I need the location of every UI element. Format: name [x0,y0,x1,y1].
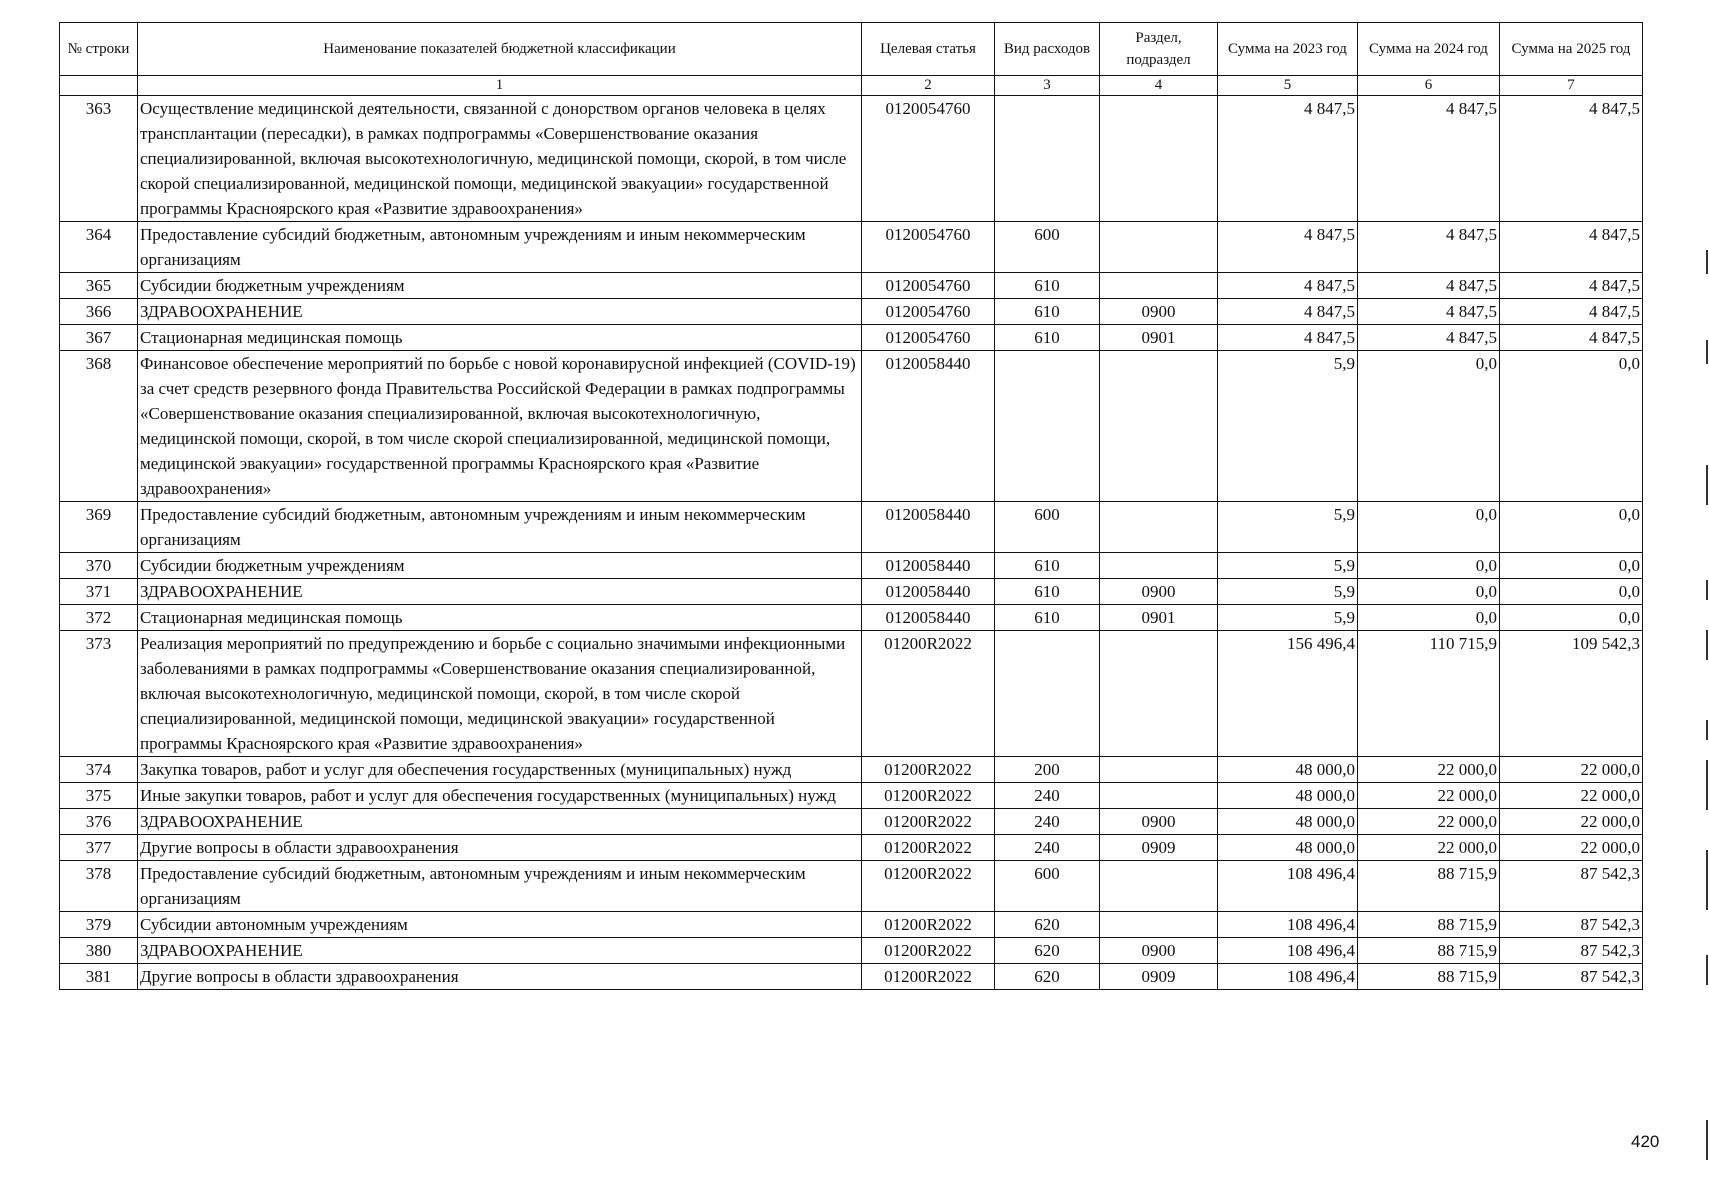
header-target: Целевая статья [862,23,995,76]
table-row [60,964,1643,990]
column-number: 1 [138,76,862,96]
target-article: 01200R2022 [862,835,995,861]
expense-type: 610 [995,325,1100,351]
row-number: 372 [60,605,138,631]
row-name: Осуществление медицинской деятельности, связанной с донорством органов человека в целях трансплантации (пересадки), в рамках подпрограммы «Совершенствование оказания специализированной, включая высокотехнологичную, медицинской помощи, скорой, в том числе скорой специализированной, медицинской помощи, медицинской эвакуации» государственной программы Красноярского края «Развитие здравоохранения» [138,96,862,222]
expense-type: 620 [995,964,1100,990]
table-row [60,273,1643,299]
amount-2023: 48 000,0 [1218,783,1358,809]
expense-type: 620 [995,938,1100,964]
amount-2024: 22 000,0 [1358,783,1500,809]
amount-2024: 22 000,0 [1358,809,1500,835]
table-row [60,553,1643,579]
section-subsection [1100,273,1218,299]
expense-type: 610 [995,605,1100,631]
target-article: 0120058440 [862,579,995,605]
target-article: 0120054760 [862,325,995,351]
scan-edge-mark [1706,1120,1708,1160]
section-subsection [1100,553,1218,579]
target-article: 01200R2022 [862,912,995,938]
amount-2025: 87 542,3 [1500,964,1643,990]
row-name: ЗДРАВООХРАНЕНИЕ [138,299,862,325]
row-name: Реализация мероприятий по предупреждению и борьбе с социально значимыми инфекционными заболеваниями в рамках подпрограммы «Совершенствование оказания специализированной, включая высокотехнологичную, медицинской помощи, скорой, в том числе скорой специализированной, медицинской помощи, медицинской эвакуации» государственной программы Красноярского края «Развитие здравоохранения» [138,631,862,757]
target-article: 0120054760 [862,273,995,299]
expense-type: 600 [995,222,1100,273]
row-number: 363 [60,96,138,222]
target-article: 0120054760 [862,96,995,222]
section-subsection: 0909 [1100,964,1218,990]
section-subsection [1100,912,1218,938]
scan-edge-mark [1706,955,1708,985]
amount-2024: 0,0 [1358,579,1500,605]
expense-type: 200 [995,757,1100,783]
expense-type [995,96,1100,222]
amount-2025: 0,0 [1500,351,1643,502]
scan-edge-mark [1706,850,1708,910]
amount-2024: 22 000,0 [1358,757,1500,783]
column-number-row [60,76,1643,96]
amount-2025: 87 542,3 [1500,912,1643,938]
row-number: 367 [60,325,138,351]
section-subsection [1100,96,1218,222]
amount-2023: 48 000,0 [1218,809,1358,835]
amount-2025: 22 000,0 [1500,757,1643,783]
amount-2025: 4 847,5 [1500,222,1643,273]
row-number: 380 [60,938,138,964]
target-article: 0120058440 [862,605,995,631]
row-name: Стационарная медицинская помощь [138,325,862,351]
row-number: 379 [60,912,138,938]
scan-edge-mark [1706,250,1708,274]
amount-2023: 4 847,5 [1218,299,1358,325]
section-subsection: 0900 [1100,299,1218,325]
section-subsection [1100,502,1218,553]
row-number: 377 [60,835,138,861]
amount-2023: 4 847,5 [1218,273,1358,299]
header-sum-2025: Сумма на 2025 год [1500,23,1643,76]
amount-2025: 4 847,5 [1500,273,1643,299]
target-article: 01200R2022 [862,757,995,783]
column-number: 5 [1218,76,1358,96]
scan-edge-mark [1706,760,1708,810]
row-name: Субсидии автономным учреждениям [138,912,862,938]
row-name: Стационарная медицинская помощь [138,605,862,631]
amount-2024: 4 847,5 [1358,299,1500,325]
section-subsection: 0901 [1100,325,1218,351]
amount-2024: 4 847,5 [1358,325,1500,351]
table-row [60,96,1643,222]
target-article: 0120058440 [862,351,995,502]
amount-2024: 88 715,9 [1358,912,1500,938]
scan-edge-mark [1706,580,1708,600]
column-number: 3 [995,76,1100,96]
expense-type: 610 [995,273,1100,299]
amount-2025: 4 847,5 [1500,325,1643,351]
table-body [60,96,1643,990]
amount-2023: 108 496,4 [1218,861,1358,912]
table-row [60,605,1643,631]
amount-2025: 87 542,3 [1500,938,1643,964]
target-article: 01200R2022 [862,964,995,990]
header-section: Раздел, подраздел [1100,23,1218,76]
row-number: 373 [60,631,138,757]
amount-2024: 4 847,5 [1358,273,1500,299]
amount-2023: 108 496,4 [1218,938,1358,964]
amount-2025: 87 542,3 [1500,861,1643,912]
row-name: Другие вопросы в области здравоохранения [138,964,862,990]
section-subsection [1100,757,1218,783]
amount-2023: 4 847,5 [1218,96,1358,222]
row-number: 371 [60,579,138,605]
row-name: Другие вопросы в области здравоохранения [138,835,862,861]
expense-type [995,631,1100,757]
amount-2025: 109 542,3 [1500,631,1643,757]
amount-2025: 4 847,5 [1500,96,1643,222]
amount-2023: 48 000,0 [1218,835,1358,861]
table-row [60,912,1643,938]
target-article: 01200R2022 [862,783,995,809]
expense-type: 610 [995,579,1100,605]
row-name: ЗДРАВООХРАНЕНИЕ [138,938,862,964]
row-number: 366 [60,299,138,325]
section-subsection [1100,631,1218,757]
target-article: 01200R2022 [862,938,995,964]
target-article: 0120058440 [862,553,995,579]
column-number: 6 [1358,76,1500,96]
section-subsection: 0900 [1100,938,1218,964]
table-row [60,325,1643,351]
amount-2023: 5,9 [1218,502,1358,553]
amount-2025: 22 000,0 [1500,835,1643,861]
table-row [60,938,1643,964]
row-number: 365 [60,273,138,299]
expense-type: 600 [995,502,1100,553]
expense-type: 600 [995,861,1100,912]
budget-table [59,22,1643,990]
header-name: Наименование показателей бюджетной классификации [138,23,862,76]
amount-2023: 5,9 [1218,605,1358,631]
table-row [60,809,1643,835]
section-subsection [1100,861,1218,912]
amount-2024: 0,0 [1358,605,1500,631]
amount-2025: 0,0 [1500,553,1643,579]
scan-edge-mark [1706,465,1708,505]
amount-2024: 4 847,5 [1358,96,1500,222]
target-article: 01200R2022 [862,631,995,757]
row-name: Предоставление субсидий бюджетным, автономным учреждениям и иным некоммерческим организациям [138,861,862,912]
amount-2025: 22 000,0 [1500,809,1643,835]
table-row [60,861,1643,912]
section-subsection [1100,222,1218,273]
amount-2023: 108 496,4 [1218,912,1358,938]
expense-type [995,351,1100,502]
table-row [60,502,1643,553]
row-number: 368 [60,351,138,502]
scan-edge-mark [1706,720,1708,740]
section-subsection [1100,351,1218,502]
expense-type: 240 [995,809,1100,835]
row-number: 370 [60,553,138,579]
amount-2025: 0,0 [1500,605,1643,631]
column-number: 2 [862,76,995,96]
scan-edge-mark [1706,630,1708,660]
row-number: 374 [60,757,138,783]
expense-type: 240 [995,835,1100,861]
expense-type: 620 [995,912,1100,938]
amount-2024: 88 715,9 [1358,861,1500,912]
amount-2024: 0,0 [1358,351,1500,502]
amount-2024: 4 847,5 [1358,222,1500,273]
target-article: 0120058440 [862,502,995,553]
header-sum-2023: Сумма на 2023 год [1218,23,1358,76]
column-number: 7 [1500,76,1643,96]
amount-2023: 108 496,4 [1218,964,1358,990]
row-number: 369 [60,502,138,553]
row-name: Субсидии бюджетным учреждениям [138,553,862,579]
amount-2025: 0,0 [1500,502,1643,553]
amount-2023: 48 000,0 [1218,757,1358,783]
row-name: Иные закупки товаров, работ и услуг для обеспечения государственных (муниципальных) нужд [138,783,862,809]
row-number: 381 [60,964,138,990]
table-row [60,351,1643,502]
amount-2024: 0,0 [1358,553,1500,579]
amount-2024: 22 000,0 [1358,835,1500,861]
section-subsection: 0901 [1100,605,1218,631]
amount-2024: 0,0 [1358,502,1500,553]
section-subsection: 0909 [1100,835,1218,861]
table-row [60,631,1643,757]
row-name: Закупка товаров, работ и услуг для обеспечения государственных (муниципальных) нужд [138,757,862,783]
section-subsection [1100,783,1218,809]
table-row [60,783,1643,809]
table-row [60,299,1643,325]
amount-2023: 4 847,5 [1218,325,1358,351]
column-number [60,76,138,96]
amount-2023: 4 847,5 [1218,222,1358,273]
row-name: Предоставление субсидий бюджетным, автономным учреждениям и иным некоммерческим организациям [138,222,862,273]
row-number: 364 [60,222,138,273]
amount-2025: 4 847,5 [1500,299,1643,325]
amount-2023: 5,9 [1218,351,1358,502]
page-number: 420 [1631,1132,1660,1151]
expense-type: 610 [995,553,1100,579]
table-row [60,579,1643,605]
amount-2023: 156 496,4 [1218,631,1358,757]
expense-type: 240 [995,783,1100,809]
target-article: 0120054760 [862,222,995,273]
row-name: Субсидии бюджетным учреждениям [138,273,862,299]
amount-2023: 5,9 [1218,579,1358,605]
row-number: 376 [60,809,138,835]
amount-2023: 5,9 [1218,553,1358,579]
amount-2024: 88 715,9 [1358,938,1500,964]
header-sum-2024: Сумма на 2024 год [1358,23,1500,76]
amount-2025: 0,0 [1500,579,1643,605]
section-subsection: 0900 [1100,579,1218,605]
amount-2025: 22 000,0 [1500,783,1643,809]
scan-edge-mark [1706,340,1708,364]
row-number: 375 [60,783,138,809]
row-name: Предоставление субсидий бюджетным, автономным учреждениям и иным некоммерческим организациям [138,502,862,553]
row-number: 378 [60,861,138,912]
target-article: 01200R2022 [862,809,995,835]
header-row-no: № строки [60,23,138,76]
table-header-row [60,23,1643,76]
target-article: 01200R2022 [862,861,995,912]
table-row [60,835,1643,861]
table-row [60,757,1643,783]
target-article: 0120054760 [862,299,995,325]
table-row [60,222,1643,273]
header-type: Вид расходов [995,23,1100,76]
amount-2024: 88 715,9 [1358,964,1500,990]
section-subsection: 0900 [1100,809,1218,835]
row-name: ЗДРАВООХРАНЕНИЕ [138,809,862,835]
expense-type: 610 [995,299,1100,325]
amount-2024: 110 715,9 [1358,631,1500,757]
column-number: 4 [1100,76,1218,96]
row-name: Финансовое обеспечение мероприятий по борьбе с новой коронавирусной инфекцией (COVID-19) за счет средств резервного фонда Правительства Российской Федерации в рамках подпрограммы «Совершенствование оказания специализированной, включая высокотехнологичную, медицинской помощи, скорой, в том числе скорой специализированной, медицинской помощи, медицинской эвакуации» государственной программы Красноярского края «Развитие здравоохранения» [138,351,862,502]
row-name: ЗДРАВООХРАНЕНИЕ [138,579,862,605]
